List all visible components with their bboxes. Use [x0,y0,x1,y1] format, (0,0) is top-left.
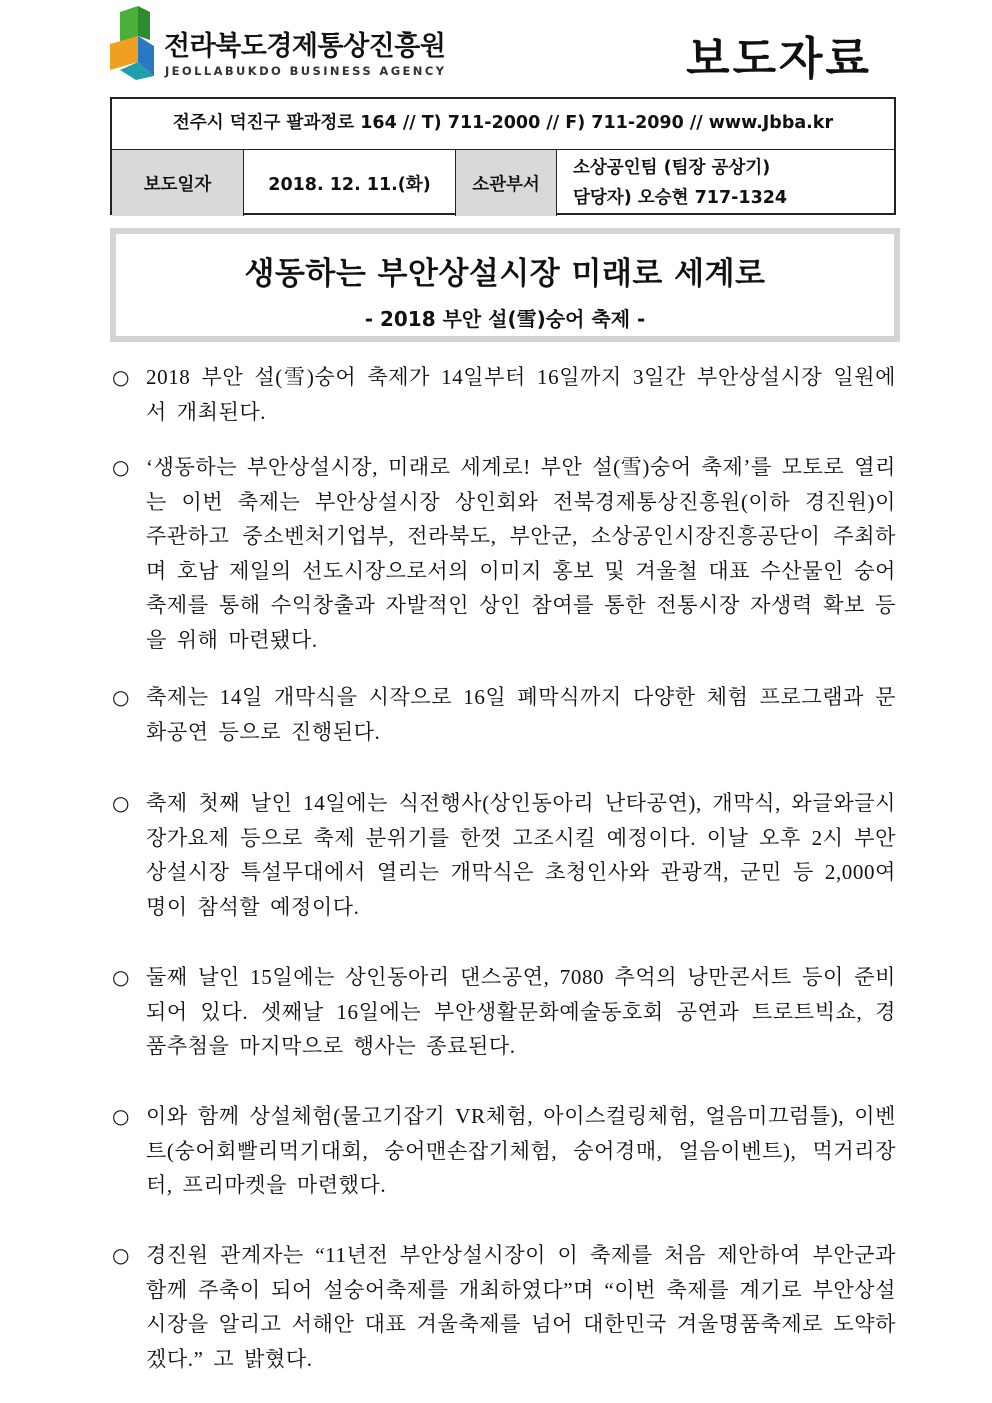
paragraph [112,360,896,429]
paragraph [112,960,896,1064]
bullet-icon: ○ [112,365,130,389]
bullet-icon: ○ [112,791,130,815]
bullet-icon: ○ [112,965,130,989]
info-row [112,150,894,216]
department-label: 소관부서 [456,150,557,216]
bullet-icon: ○ [112,685,130,709]
department-contact: 담당자) 오승현 717-1324 [573,188,788,208]
paragraph-text: 이와 함께 상설체험(물고기잡기 VR체험, 아이스컬링체험, 얼음미끄럼틀), 이벤트(숭어회빨리먹기대회, 숭어맨손잡기체험, 숭어경매, 얼음이벤트), 먹거리장터, 프리마켓을 마련했다. [146,1104,896,1197]
paragraph [112,1238,896,1376]
headline: 생동하는 부안상설시장 미래로 세계로 [244,256,766,292]
paragraph-text: 둘째 날인 15일에는 상인동아리 댄스공연, 7080 추억의 낭만콘서트 등이 준비되어 있다. 셋째날 16일에는 부안생활문화예술동호회 공연과 트로트빅쇼, 경품추첨을 마지막으로 행사는 종료된다. [146,965,896,1058]
subheadline: - 2018 부안 설(雪)숭어 축제 - [364,307,646,331]
title-box [110,228,900,342]
paragraph [112,1099,896,1203]
bullet-icon: ○ [112,1104,130,1128]
agency-logo-icon [108,6,156,80]
title-inner [116,234,894,336]
department-team: 소상공인팀 (팀장 공상기) [573,158,771,178]
agency-logo [108,6,447,80]
bullet-icon: ○ [112,455,130,479]
paragraph-text: 축제는 14일 개막식을 시작으로 16일 폐막식까지 다양한 체험 프로그램과 문화공연 등으로 진행된다. [146,685,896,744]
release-date-value: 2018. 12. 11.(화) [244,150,456,216]
bullet-icon: ○ [112,1243,130,1267]
paragraph-text: 2018 부안 설(雪)숭어 축제가 14일부터 16일까지 3일간 부안상설시장 일원에서 개최된다. [146,365,896,424]
paragraph-text: ‘생동하는 부안상설시장, 미래로 세계로! 부안 설(雪)숭어 축제’를 모토로 열리는 이번 축제는 부안상설시장 상인회와 전북경제통상진흥원(이하 경진원)이 주관하고 중소벤처기업부, 전라북도, 부안군, 소상공인시장진흥공단이 주최하며 호남 제일의 선도시장으로서의 이미지 홍보 및 겨울철 대표 수산물인 숭어축제를 통해 수익창출과 자발적인 상인 참여를 통한 전통시장 자생력 확보 등을 위해 마련됐다. [146,455,896,652]
paragraph [112,786,896,924]
org-english-name: JEOLLABUKDO BUSINESS AGENCY [165,64,447,78]
paragraph-text: 축제 첫째 날인 14일에는 식전행사(상인동아리 난타공연), 개막식, 와글와글시장가요제 등으로 축제 분위기를 한껏 고조시킬 예정이다. 이날 오후 2시 부안상설시장 특설무대에서 열리는 개막식은 초청인사와 관광객, 군민 등 2,000여명이 참석할 예정이다. [146,791,896,919]
paragraph-text: 경진원 관계자는 “11년전 부안상설시장이 이 축제를 처음 제안하여 부안군과 함께 주축이 되어 설숭어축제를 개최하였다”며 “이번 축제를 계기로 부안상설시장을 알리고 서해안 대표 겨울축제를 넘어 대한민국 겨울명품축제로 도약하겠다.” 고 밝혔다. [146,1243,896,1371]
info-table [110,97,896,215]
department-info [557,150,894,216]
release-date-label: 보도일자 [112,150,244,216]
paragraph [112,450,896,657]
contact-line: 전주시 덕진구 팔과정로 164 // T) 711-2000 // F) 711-2090 // www.Jbba.kr [112,99,894,150]
paragraph [112,680,896,749]
document-type: 보도자료 [686,32,872,85]
org-name: 전라북도경제통상진흥원 [164,31,446,62]
